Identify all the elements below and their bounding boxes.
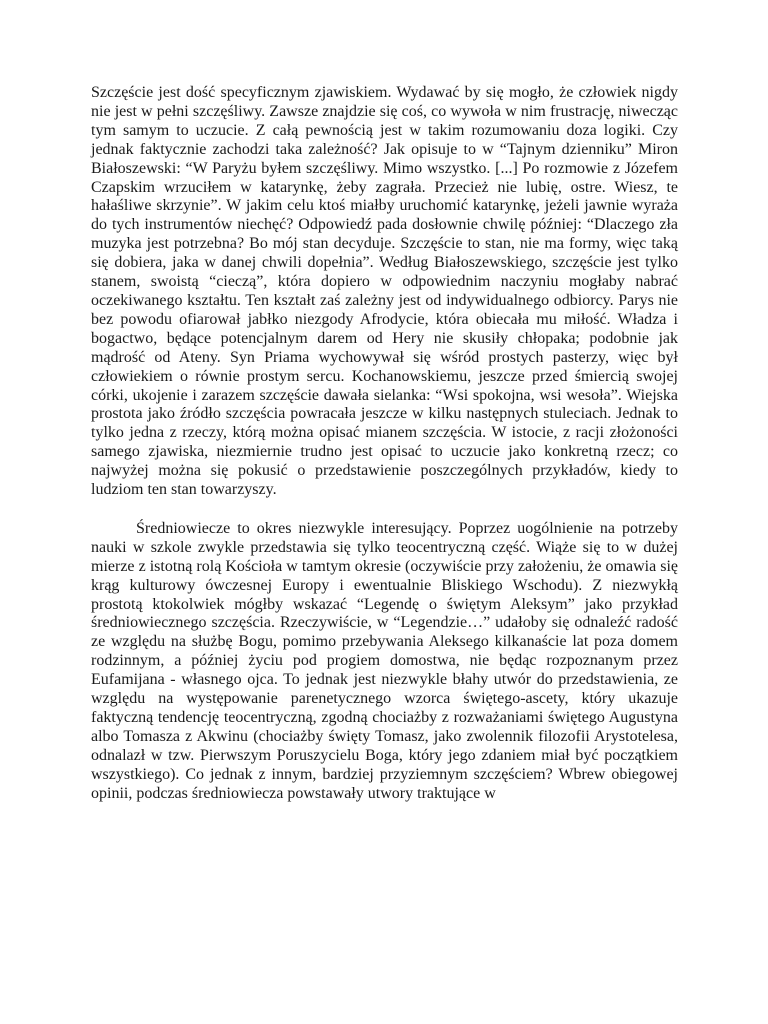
paragraph-1: Szczęście jest dość specyficznym zjawiskiem. Wydawać by się mogło, że człowiek nigdy nie jest w pełni szczęśliwy. Zawsze znajdzie się coś, co wywoła w nim frustrację, niwecząc tym samym to uczucie. Z całą pewnością jest w takim rozumowaniu doza logiki. Czy jednak faktycznie zachodzi taka zależność? Jak opisuje to w “Tajnym dzienniku” Miron Białoszewski: “W Paryżu byłem szczęśliwy. Mimo wszystko. [...] Po rozmowie z Józefem Czapskim wrzuciłem w katarynkę, żeby zagrała. Przecież nie lubię, ostre. Wiesz, te hałaśliwe skrzynie”. W jakim celu ktoś miałby uruchomić katarynkę, jeżeli jawnie wyraża do tych instrumentów niechęć? Odpowiedź pada dosłownie chwilę później: “Dlaczego zła muzyka jest potrzebna? Bo mój stan decyduje. Szczęście to stan, nie ma formy, więc taką się dobiera, jaka w danej chwili dopełnia”. Według Białoszewskiego, szczęście jest tylko stanem, swoistą “cieczą”, która dopiero w odpowiednim naczyniu mogłaby nabrać oczekiwanego kształtu. Ten kształt zaś zależny jest od indywidualnego odbiorcy. Parys nie bez powodu ofiarował jabłko niezgody Afrodycie, która obiecała mu miłość. Władza i bogactwo, będące potencjalnym darem od Hery nie skusiły chłopaka; podobnie jak mądrość od Ateny. Syn Priama wychowywał się wśród prostych pasterzy, więc był człowiekiem o równie prostym sercu. Kochanowskiemu, jeszcze przed śmiercią swojej córki, ukojenie i zarazem szczęście dawała sielanka: “Wsi spokojna, wsi wesoła”. Wiejska prostota jako źródło szczęścia powracała jeszcze w kilku następnych stuleciach. Jednak to tylko jedna z rzeczy, którą można opisać mianem szczęścia. W istocie, z racji złożoności samego zjawiska, niezmiernie trudno jest opisać to uczucie jako konkretną rzecz; co najwyżej można się pokusić o przedstawienie poszczególnych przykładów, kiedy to ludziom ten stan towarzyszy. — [91, 84, 678, 499]
paragraph-2: Średniowiecze to okres niezwykle interesujący. Poprzez uogólnienie na potrzeby nauki w szkole zwykle przedstawia się tylko teocentryczną część. Wiąże się to w dużej mierze z istotną rolą Kościoła w tamtym okresie (oczywiście przy założeniu, że omawia się krąg kulturowy ówczesnej Europy i ewentualnie Bliskiego Wschodu). Z niezwykłą prostotą ktokolwiek mógłby wskazać “Legendę o świętym Aleksym” jako przykład średniowiecznego szczęścia. Rzeczywiście, w “Legendzie…” udałoby się odnaleźć radość ze względu na służbę Bogu, pomimo przebywania Aleksego kilkanaście lat poza domem rodzinnym, a później życiu pod progiem domostwa, nie będąc rozpoznanym przez Eufamijana - własnego ojca. To jednak jest niezwykle błahy utwór do przedstawienia, ze względu na występowanie parenetycznego wzorca świętego-ascety, który ukazuje faktyczną tendencję teocentryczną, zgodną chociażby z rozważaniami świętego Augustyna albo Tomasza z Akwinu (chociażby święty Tomasz, jako zwolennik filozofii Arystotelesa, odnalazł w tzw. Pierwszym Poruszycielu Boga, który jego zdaniem miał być początkiem wszystkiego). Co jednak z innym, bardziej przyziemnym szczęściem? Wbrew obiegowej opinii, podczas średniowiecza powstawały utwory traktujące w — [91, 519, 678, 802]
document-page — [91, 84, 678, 804]
